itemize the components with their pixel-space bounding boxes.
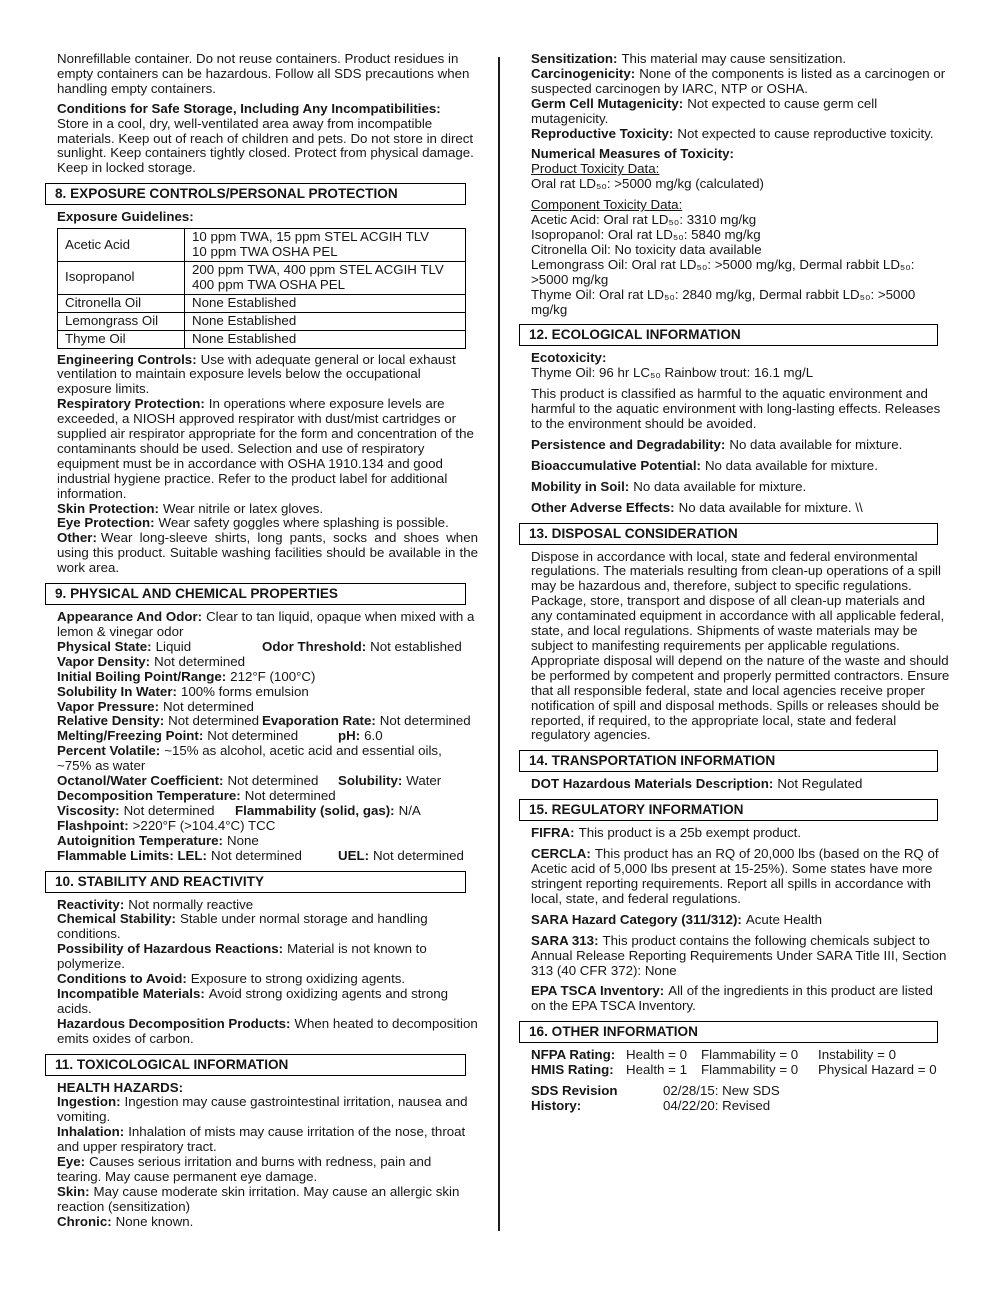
revision-entry: 04/22/20: Revised	[663, 1097, 771, 1113]
evaporation-rate	[262, 714, 478, 729]
skin-protection	[45, 502, 478, 517]
solubility-in-water	[45, 685, 478, 700]
field-label: Vapor Density:	[57, 653, 151, 669]
melting-point-ph	[45, 729, 478, 744]
hazardous-decomposition	[45, 1017, 478, 1047]
field-value: Not determined	[123, 802, 215, 818]
field-value: Wear long-sleeve shirts, long pants, socks and shoes when using this product. Suitable washing facilities should be available in the work area.	[57, 530, 478, 576]
field-label: SDS Revision History:	[531, 1083, 618, 1113]
section-15-header	[519, 799, 938, 821]
table-row	[58, 294, 466, 312]
component-toxicity-line: Lemongrass Oil: Oral rat LD₅₀: >5000 mg/kg, Dermal rabbit LD₅₀: >5000 mg/kg	[531, 256, 915, 287]
reactivity	[45, 898, 478, 913]
field-value: Stable under normal storage and handling conditions.	[57, 911, 428, 942]
field-label: Melting/Freezing Point:	[57, 728, 204, 744]
section-13-title: 13. DISPOSAL CONSIDERATION	[529, 525, 738, 541]
field-value: When heated to decomposition emits oxides of carbon.	[57, 1015, 478, 1046]
field-value: Acute Health	[745, 911, 822, 927]
section-11-title: 11. TOXICOLOGICAL INFORMATION	[55, 1056, 289, 1072]
field-value: Wear nitrile or latex gloves.	[162, 500, 324, 516]
section-13-header	[519, 523, 938, 545]
chronic-hazard	[45, 1215, 478, 1230]
section-15-title: 15. REGULATORY INFORMATION	[529, 802, 744, 818]
solubility	[338, 774, 478, 789]
field-value: 212°F (100°C)	[230, 668, 316, 684]
field-label: Odor Threshold:	[262, 638, 367, 654]
field-label: UEL:	[338, 847, 370, 863]
flammability-solid-gas	[235, 804, 478, 819]
field-label: Respiratory Protection:	[57, 396, 205, 412]
field-value: May cause moderate skin irritation. May cause an allergic skin reaction (sensitization)	[57, 1183, 460, 1214]
limit-cell: None Established	[185, 312, 466, 330]
field-value: None known.	[115, 1213, 194, 1229]
uel-value	[338, 849, 478, 864]
ecotoxicity-line: Thyme Oil: 96 hr LC₅₀ Rainbow trout: 16.1 mg/L	[531, 365, 814, 381]
percent-volatile	[45, 744, 478, 774]
limit-line: 200 ppm TWA, 400 ppm STEL ACGIH TLV	[192, 261, 444, 277]
field-value: Not expected to cause germ cell mutagenicity.	[531, 95, 878, 126]
sara-hazard-category	[519, 913, 950, 928]
eye-hazard	[45, 1155, 478, 1185]
section-12-title: 12. ECOLOGICAL INFORMATION	[529, 327, 741, 343]
conditions-to-avoid	[45, 972, 478, 987]
field-value: Not determined	[168, 713, 260, 729]
viscosity	[57, 804, 235, 819]
field-label: Other Adverse Effects:	[531, 499, 675, 515]
hazardous-reactions	[45, 942, 478, 972]
field-value: No data available for mixture.	[729, 436, 903, 452]
field-value: >220°F (>104.4°C) TCC	[132, 817, 276, 833]
field-label: Viscosity:	[57, 802, 120, 818]
field-label: SARA Hazard Category (311/312):	[531, 911, 742, 927]
section-14-title: 14. TRANSPORTATION INFORMATION	[529, 753, 776, 769]
nfpa-rating-row	[519, 1048, 950, 1063]
field-value: None	[226, 832, 259, 848]
field-label: pH:	[338, 728, 361, 744]
field-value: This product contains the following chemicals subject to Annual Release Reporting Requirements Under SARA Title III, Section 313 (40 CFR 372): None	[531, 932, 947, 978]
incompatible-materials	[45, 987, 478, 1017]
field-label: Incompatible Materials:	[57, 985, 205, 1001]
field-value: ~15% as alcohol, acetic acid and essential oils, ~75% as water	[57, 743, 442, 774]
vapor-density	[45, 655, 478, 670]
field-label: Inhalation:	[57, 1124, 125, 1140]
component-toxicity-line: Citronella Oil: No toxicity data available	[531, 241, 762, 257]
numerical-measures-heading: Numerical Measures of Toxicity:	[531, 146, 734, 162]
field-value: This product is a 25b exempt product.	[578, 825, 802, 841]
section-16-header	[519, 1021, 938, 1043]
field-value: No data available for mixture.	[704, 457, 878, 473]
boiling-point	[45, 670, 478, 685]
carcinogenicity	[519, 67, 950, 97]
ph-value	[338, 729, 478, 744]
vapor-pressure	[45, 700, 478, 715]
field-label: NFPA Rating:	[531, 1047, 616, 1063]
field-label: Autoignition Temperature:	[57, 832, 223, 848]
field-label: EPA TSCA Inventory:	[531, 983, 665, 999]
field-value: None of the components is listed as a carcinogen or suspected carcinogen by IARC, NTP or OSHA.	[531, 65, 946, 96]
field-label: CERCLA:	[531, 846, 591, 862]
engineering-controls	[45, 353, 478, 398]
field-value: Not determined	[207, 728, 299, 744]
table-row	[58, 312, 466, 330]
field-value: Not Regulated	[777, 776, 863, 792]
limit-cell: None Established	[185, 294, 466, 312]
field-value: 100% forms emulsion	[180, 683, 309, 699]
field-label: Initial Boiling Point/Range:	[57, 668, 227, 684]
chemical-name-cell: Citronella Oil	[58, 294, 185, 312]
sara-313	[519, 934, 950, 979]
autoignition-temperature	[45, 834, 478, 849]
inhalation-hazard	[45, 1125, 478, 1155]
field-label: Eye:	[57, 1154, 86, 1170]
component-toxicity-line: Isopropanol: Oral rat LD₅₀: 5840 mg/kg	[531, 226, 761, 242]
limit-line: 400 ppm TWA OSHA PEL	[192, 276, 345, 292]
field-label: Eye Protection:	[57, 515, 155, 531]
field-value: Not established	[370, 638, 462, 654]
chemical-name-cell: Lemongrass Oil	[58, 312, 185, 330]
field-label: FIFRA:	[531, 825, 575, 841]
field-value: Exposure to strong oxidizing agents.	[190, 971, 406, 987]
field-value: In operations where exposure levels are exceeded, a NIOSH approved respirator with dust/mist cartridges or supplied air respirator appropriate for the form and concentration of the contaminants should be used. Selection and use of respiratory equipment must be in accordance with OSHA 1910.134 and good industrial hygiene practice. Refer to the product label for additional information.	[57, 396, 474, 501]
lel-value	[57, 849, 338, 864]
field-label: Vapor Pressure:	[57, 698, 159, 714]
viscosity-flammability	[45, 804, 478, 819]
field-value: Not determined	[379, 713, 471, 729]
section-12-header	[519, 324, 938, 346]
hmis-health: Health = 1	[626, 1062, 687, 1078]
field-label: Germ Cell Mutagenicity:	[531, 95, 684, 111]
field-label: Engineering Controls:	[57, 351, 197, 367]
reproductive-toxicity	[519, 127, 950, 142]
field-label: Relative Density:	[57, 713, 165, 729]
exposure-guidelines-heading: Exposure Guidelines:	[57, 209, 194, 225]
cercla	[519, 847, 950, 907]
field-value: Use with adequate general or local exhaust ventilation to maintain exposure levels below the occupational exposure limits.	[57, 351, 456, 397]
nfpa-flammability: Flammability = 0	[701, 1047, 799, 1063]
revision-entries	[663, 1084, 780, 1114]
component-toxicity-line: Acetic Acid: Oral rat LD₅₀: 3310 mg/kg	[531, 212, 757, 228]
field-label: Flammability (solid, gas):	[235, 802, 395, 818]
safe-storage-text: Store in a cool, dry, well-ventilated area away from incompatible materials. Keep out of reach of children and pets. Do not store in direct sunlight. Keep containers tightly closed. Protect from physical damage. Keep in locked storage.	[57, 115, 474, 176]
field-label: DOT Hazardous Materials Description:	[531, 776, 774, 792]
field-value: Liquid	[155, 638, 192, 654]
respiratory-protection	[45, 397, 478, 501]
field-label: Appearance And Odor:	[57, 609, 203, 625]
ingestion-hazard	[45, 1095, 478, 1125]
field-label: Bioaccumulative Potential:	[531, 457, 701, 473]
field-value: Clear to tan liquid, opaque when mixed with a lemon & vinegar odor	[57, 609, 475, 639]
table-row	[58, 330, 466, 348]
octanol-water-solubility	[45, 774, 478, 789]
aquatic-harm-paragraph: This product is classified as harmful to the aquatic environment and harmful to the aquatic environment with long-lasting effects. Releases to the environment should be avoided.	[531, 386, 941, 432]
field-label: Octanol/Water Coefficient:	[57, 773, 224, 789]
empty-container-note: Nonrefillable container. Do not reuse containers. Product residues in empty containers can be hazardous. Follow all SDS precautions when handling empty containers.	[57, 51, 470, 96]
product-toxicity-heading: Product Toxicity Data:	[531, 161, 660, 177]
health-hazards-heading: HEALTH HAZARDS:	[57, 1079, 184, 1095]
chemical-name-cell: Acetic Acid	[58, 229, 185, 262]
section-16-title: 16. OTHER INFORMATION	[529, 1024, 698, 1040]
section-14-header	[519, 750, 938, 772]
mobility-in-soil	[519, 480, 950, 495]
limit-cell	[185, 261, 466, 294]
limit-line: 10 ppm TWA OSHA PEL	[192, 244, 338, 260]
sensitization	[519, 52, 950, 67]
sds-revision-history	[519, 1084, 950, 1114]
field-label: Evaporation Rate:	[262, 713, 376, 729]
field-value: Ingestion may cause gastrointestinal irritation, nausea and vomiting.	[57, 1094, 468, 1125]
disposal-paragraph: Dispose in accordance with local, state and federal environmental regulations. The materials resulting from clean-up operations of a spill may be hazardous and, therefore, subject to specific regulations. Package, store, transport and dispose of all clean-up materials and any contaminated equipment in accordance with all applicable federal, state, and local regulations. Shipments of waste materials may be subject to manifesting requirements per applicable regulations. Appropriate disposal will depend on the nature of the waste and should be performed by competent and properly permitted contractors. Ensure that all responsible federal, state and local agencies receive proper notification of spill and disposal methods. Spills or releases should be reported, if required, to the appropriate local, state and federal regulatory agencies.	[531, 548, 950, 743]
table-row	[58, 229, 466, 262]
chemical-name-cell: Isopropanol	[58, 261, 185, 294]
field-label: Conditions to Avoid:	[57, 971, 187, 987]
nfpa-health: Health = 0	[626, 1047, 687, 1063]
dot-description	[519, 777, 950, 792]
product-toxicity-line: Oral rat LD₅₀: >5000 mg/kg (calculated)	[531, 176, 764, 192]
field-label: Ingestion:	[57, 1094, 121, 1110]
field-label: SARA 313:	[531, 932, 599, 948]
bioaccumulative-potential	[519, 459, 950, 474]
field-value: Not normally reactive	[128, 896, 254, 912]
section-8-title: 8. EXPOSURE CONTROLS/PERSONAL PROTECTION	[55, 186, 398, 202]
field-value: Not determined	[373, 847, 464, 863]
eye-protection	[45, 516, 478, 531]
other-adverse-effects	[519, 501, 950, 516]
field-label: Physical State:	[57, 638, 152, 654]
physical-state-odor-threshold	[45, 640, 478, 655]
component-toxicity-heading: Component Toxicity Data:	[531, 197, 683, 213]
section-9-header	[45, 583, 466, 605]
field-value: Inhalation of mists may cause irritation of the nose, throat and upper respiratory tract.	[57, 1124, 466, 1155]
field-label: Possibility of Hazardous Reactions:	[57, 941, 284, 957]
column-divider	[498, 57, 500, 1231]
right-column	[519, 52, 950, 1114]
field-value: All of the ingredients in this product are listed on the EPA TSCA Inventory.	[531, 983, 933, 1014]
field-label: Mobility in Soil:	[531, 478, 630, 494]
safe-storage-heading: Conditions for Safe Storage, Including Any Incompatibilities:	[57, 100, 441, 116]
fifra	[519, 826, 950, 841]
field-value: Not determined	[210, 847, 302, 863]
field-value: 6.0	[364, 728, 383, 744]
limit-cell	[185, 229, 466, 262]
field-label: Persistence and Degradability:	[531, 436, 726, 452]
field-value: No data available for mixture. \\	[678, 499, 863, 515]
field-value: Not determined	[227, 773, 319, 789]
octanol-water-coefficient	[57, 774, 338, 789]
germ-cell-mutagenicity	[519, 97, 950, 127]
section-10-title: 10. STABILITY AND REACTIVITY	[55, 873, 264, 889]
relative-density	[57, 714, 262, 729]
nfpa-instability: Instability = 0	[818, 1047, 896, 1063]
field-label: Other:	[57, 530, 97, 546]
section-10-header	[45, 871, 466, 893]
field-label: Sensitization:	[531, 51, 618, 66]
epa-tsca-inventory	[519, 984, 950, 1014]
field-label: Decomposition Temperature:	[57, 787, 241, 803]
physical-state	[57, 640, 262, 655]
ecotoxicity-heading: Ecotoxicity:	[531, 350, 607, 366]
chemical-name-cell: Thyme Oil	[58, 330, 185, 348]
limit-line: 10 ppm TWA, 15 ppm STEL ACGIH TLV	[192, 229, 429, 245]
section-11-header	[45, 1054, 466, 1076]
component-toxicity-line: Thyme Oil: Oral rat LD₅₀: 2840 mg/kg, Dermal rabbit LD₅₀: >5000 mg/kg	[531, 286, 916, 317]
field-label: Hazardous Decomposition Products:	[57, 1015, 291, 1031]
field-value: This material may cause sensitization.	[621, 51, 847, 66]
field-value: Causes serious irritation and burns with redness, pain and tearing. May cause permanent eye damage.	[57, 1154, 432, 1184]
field-value: Avoid strong oxidizing agents and strong acids.	[57, 985, 449, 1016]
flammable-limits	[45, 849, 478, 864]
section-9-title: 9. PHYSICAL AND CHEMICAL PROPERTIES	[55, 586, 338, 602]
skin-hazard	[45, 1185, 478, 1215]
left-column	[45, 52, 478, 1230]
hmis-rating-row	[519, 1063, 950, 1078]
field-label: Solubility:	[338, 773, 403, 789]
field-value: No data available for mixture.	[633, 478, 807, 494]
decomposition-temperature	[45, 789, 478, 804]
field-value: Material is not known to polymerize.	[57, 941, 427, 972]
other-protection	[45, 531, 478, 576]
field-value: Not determined	[163, 698, 254, 714]
appearance-odor	[45, 610, 478, 640]
field-value: Not determined	[244, 787, 336, 803]
field-label: Skin Protection:	[57, 500, 159, 516]
field-value: Wear safety goggles where splashing is possible.	[158, 515, 449, 531]
section-8-header	[45, 183, 466, 205]
hmis-physical-hazard: Physical Hazard = 0	[818, 1062, 937, 1078]
relative-density-evaporation	[45, 714, 478, 729]
field-label: Chronic:	[57, 1213, 112, 1229]
melting-freezing-point	[57, 729, 338, 744]
field-value: N/A	[398, 802, 421, 818]
field-label: Flammable Limits: LEL:	[57, 847, 207, 863]
field-label: Carcinogenicity:	[531, 65, 636, 81]
persistence-degradability	[519, 438, 950, 453]
chemical-stability	[45, 912, 478, 942]
field-value: This product has an RQ of 20,000 lbs (based on the RQ of Acetic acid of 5,000 lbs present at 15-25%). Some states have more stringent reporting requirements. Report all spills in accordance with local, state, and federal regulations.	[531, 846, 939, 906]
limit-cell: None Established	[185, 330, 466, 348]
field-label: Percent Volatile:	[57, 743, 161, 759]
field-label: Flashpoint:	[57, 817, 129, 833]
field-label: Reactivity:	[57, 896, 125, 912]
table-row	[58, 261, 466, 294]
field-value: Water	[406, 773, 442, 789]
field-label: Reproductive Toxicity:	[531, 125, 674, 141]
odor-threshold	[262, 640, 478, 655]
exposure-guidelines-table	[57, 228, 466, 348]
field-value: Not determined	[154, 653, 246, 669]
hmis-flammability: Flammability = 0	[701, 1062, 799, 1078]
field-value: Not expected to cause reproductive toxicity.	[677, 125, 934, 141]
field-label: HMIS Rating:	[531, 1062, 614, 1078]
revision-entry: 02/28/15: New SDS	[663, 1083, 780, 1099]
field-label: Chemical Stability:	[57, 911, 176, 927]
flashpoint	[45, 819, 478, 834]
field-label: Solubility In Water:	[57, 683, 177, 699]
field-label: Skin:	[57, 1183, 90, 1199]
